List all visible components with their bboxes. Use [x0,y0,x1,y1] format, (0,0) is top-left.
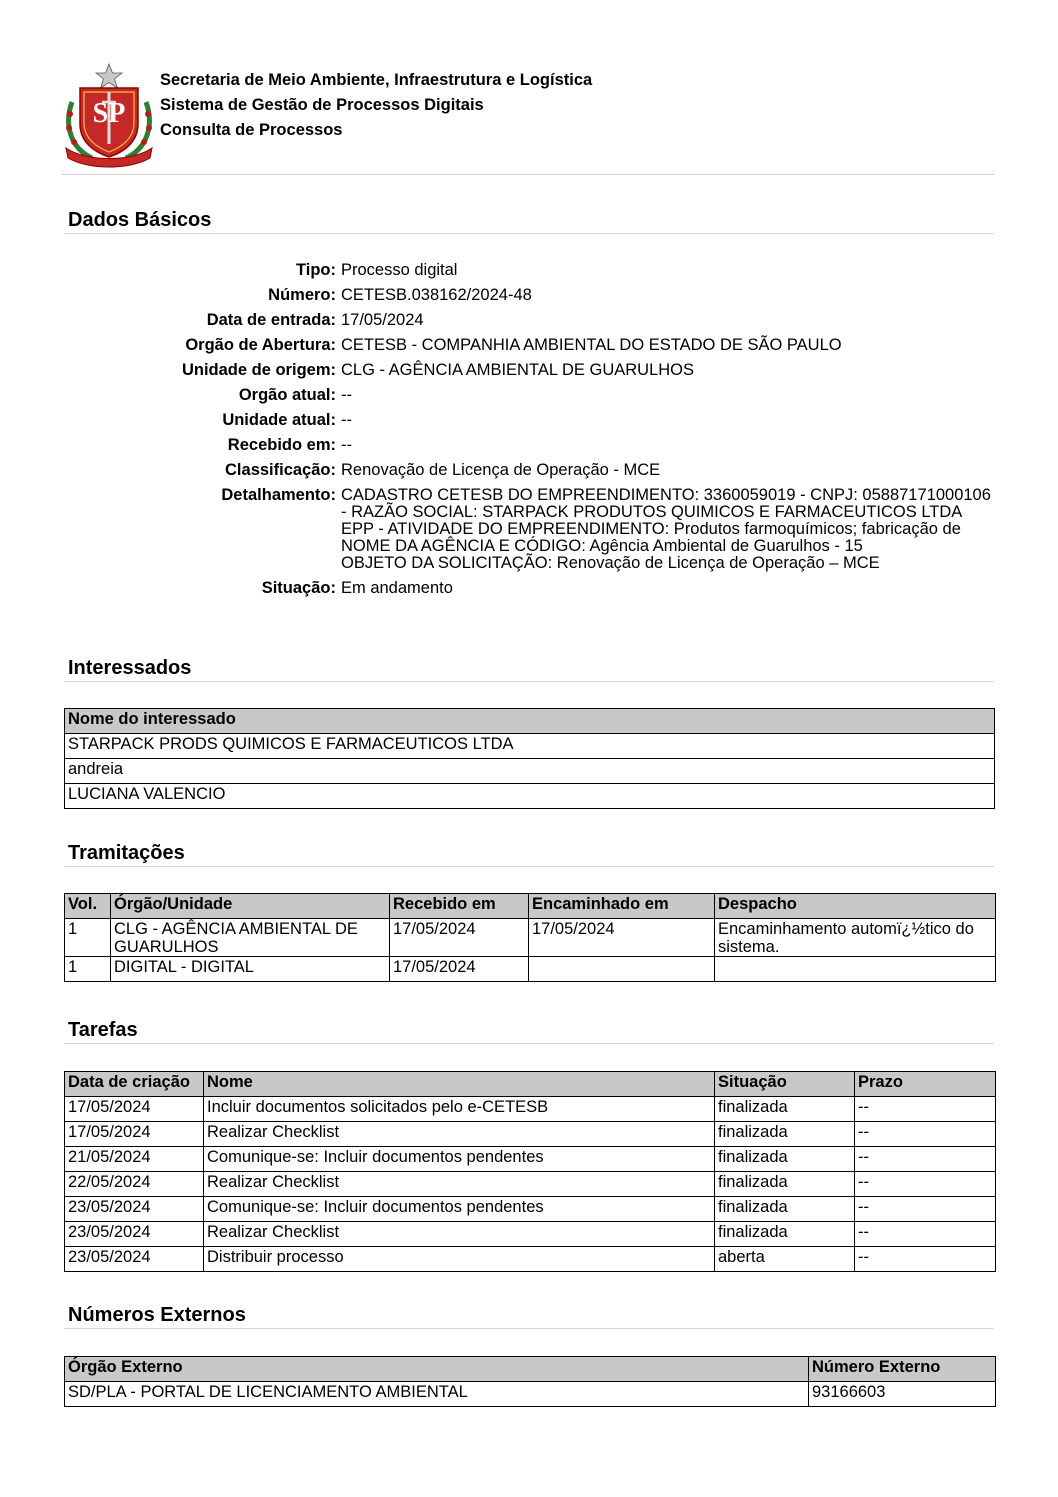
table-cell: aberta [715,1247,855,1272]
table-row [65,1247,996,1272]
field-label: Orgão atual: [238,386,336,404]
field-data-entrada [64,312,994,329]
column-header: Despacho [715,894,996,919]
field-label: Unidade atual: [222,411,336,429]
table-header-row [65,709,995,734]
field-label: Situação: [261,579,336,597]
table-cell: Comunique-se: Incluir documentos pendentes [204,1197,715,1222]
field-tipo [64,262,994,279]
column-header: Encaminhado em [529,894,715,919]
table-cell: 23/05/2024 [65,1197,204,1222]
logo-letters: SP [92,98,126,129]
table-cell: LUCIANA VALENCIO [65,784,995,809]
table-cell: Distribuir processo [204,1247,715,1272]
column-header: Situação [715,1072,855,1097]
table-cell: finalizada [715,1097,855,1122]
column-header: Órgão/Unidade [111,894,390,919]
column-header: Data de criação [65,1072,204,1097]
field-value: 17/05/2024 [341,311,424,329]
section-title-numeros-externos: Números Externos [64,1304,994,1329]
field-value: CETESB.038162/2024-48 [341,286,532,304]
table-cell: 23/05/2024 [65,1222,204,1247]
table-cell: -- [855,1147,996,1172]
table-cell: Realizar Checklist [204,1122,715,1147]
field-value: CLG - AGÊNCIA AMBIENTAL DE GUARULHOS [341,361,695,379]
table-cell: Incluir documentos solicitados pelo e-CETESB [204,1097,715,1122]
field-value: Em andamento [341,579,453,597]
table-cell: Realizar Checklist [204,1172,715,1197]
table-row [65,1222,996,1247]
table-row [65,734,995,759]
table-cell: 21/05/2024 [65,1147,204,1172]
column-header: Prazo [855,1072,996,1097]
table-cell: 1 [65,919,111,957]
table-row [65,919,996,957]
table-cell [529,957,715,982]
section-title-interessados: Interessados [64,657,994,682]
table-cell: DIGITAL - DIGITAL [111,957,390,982]
table-cell: -- [855,1247,996,1272]
field-value: CETESB - COMPANHIA AMBIENTAL DO ESTADO DE SÃO PAULO [341,336,842,354]
field-detalhamento [64,487,994,572]
dados-basicos-list [64,262,994,605]
table-header-row [65,1357,996,1382]
table-cell: finalizada [715,1197,855,1222]
column-header: Recebido em [390,894,529,919]
table-cell: Comunique-se: Incluir documentos pendentes [204,1147,715,1172]
field-orgao-abertura [64,337,994,354]
table-row [65,1172,996,1197]
table-header-row [65,894,996,919]
sao-paulo-coat-of-arms-icon [62,62,156,168]
table-cell: CLG - AGÊNCIA AMBIENTAL DE GUARULHOS [111,919,390,957]
table-cell: -- [855,1097,996,1122]
field-value: -- [341,436,352,454]
table-cell: -- [855,1197,996,1222]
field-value: Renovação de Licença de Operação - MCE [341,461,661,479]
field-label: Orgão de Abertura: [185,336,336,354]
field-label: Detalhamento: [221,486,336,504]
column-header: Nome [204,1072,715,1097]
table-cell: Realizar Checklist [204,1222,715,1247]
table-row [65,1122,996,1147]
field-orgao-atual [64,387,994,404]
page-header [62,62,994,175]
table-cell: andreia [65,759,995,784]
field-label: Recebido em: [227,436,336,454]
field-value: -- [341,411,352,429]
table-cell: finalizada [715,1122,855,1147]
column-header: Órgão Externo [65,1357,809,1382]
table-cell: finalizada [715,1147,855,1172]
header-secretaria: Secretaria de Meio Ambiente, Infraestrutura e Logística [160,71,593,89]
tramitacoes-table [64,893,996,982]
table-row [65,1197,996,1222]
field-label: Número: [268,286,336,304]
table-cell: 17/05/2024 [390,957,529,982]
table-cell: -- [855,1222,996,1247]
field-value: -- [341,386,352,404]
section-title-tramitacoes: Tramitações [64,842,994,867]
table-cell: finalizada [715,1222,855,1247]
table-cell: finalizada [715,1172,855,1197]
table-cell: 23/05/2024 [65,1247,204,1272]
table-row [65,759,995,784]
table-cell: 17/05/2024 [529,919,715,957]
column-header: Número Externo [809,1357,996,1382]
table-row [65,784,995,809]
field-label: Unidade de origem: [181,361,336,379]
table-header-row [65,1072,996,1097]
table-cell: 17/05/2024 [65,1122,204,1147]
field-numero [64,287,994,304]
field-label: Classificação: [225,461,336,479]
numeros-externos-table [64,1356,996,1407]
field-value: Processo digital [341,261,458,279]
field-value: CADASTRO CETESB DO EMPREENDIMENTO: 3360059019 - CNPJ: 05887171000106 - RAZÃO SOCIAL: STARPACK PRODUTOS QUIMICOS E FARMACEUTICOS LTDA EPP - ATIVIDADE DO EMPREENDIMENTO: Produtos farmoquímicos; fabricação de NOME DA AGÊNCIA E CÓDIGO: Agência Ambiental de Guarulhos - 15 OBJETO DA SOLICITAÇÃO: Renovação de Licença de Operação – MCE [341,486,991,572]
table-row [65,1097,996,1122]
section-title-dados-basicos: Dados Básicos [64,209,994,234]
table-row [65,957,996,982]
table-row [65,1382,996,1407]
field-label: Tipo: [295,261,336,279]
field-label: Data de entrada: [206,311,336,329]
tarefas-table [64,1071,996,1272]
column-header: Vol. [65,894,111,919]
table-row [65,1147,996,1172]
field-unidade-atual [64,412,994,429]
table-cell: Encaminhamento automï¿½tico do sistema. [715,919,996,957]
section-title-tarefas: Tarefas [64,1019,994,1044]
field-situacao [64,580,994,597]
table-cell: 22/05/2024 [65,1172,204,1197]
table-cell: STARPACK PRODS QUIMICOS E FARMACEUTICOS LTDA [65,734,995,759]
table-cell: 1 [65,957,111,982]
field-recebido-em [64,437,994,454]
header-consulta: Consulta de Processos [160,121,343,139]
field-unidade-origem [64,362,994,379]
table-cell: SD/PLA - PORTAL DE LICENCIAMENTO AMBIENTAL [65,1382,809,1407]
header-sistema: Sistema de Gestão de Processos Digitais [160,96,484,114]
table-cell: -- [855,1172,996,1197]
table-cell: 17/05/2024 [65,1097,204,1122]
table-cell: -- [855,1122,996,1147]
column-header: Nome do interessado [65,709,995,734]
interessados-table [64,708,995,809]
table-cell [715,957,996,982]
table-cell: 17/05/2024 [390,919,529,957]
field-classificacao [64,462,994,479]
table-cell: 93166603 [809,1382,996,1407]
